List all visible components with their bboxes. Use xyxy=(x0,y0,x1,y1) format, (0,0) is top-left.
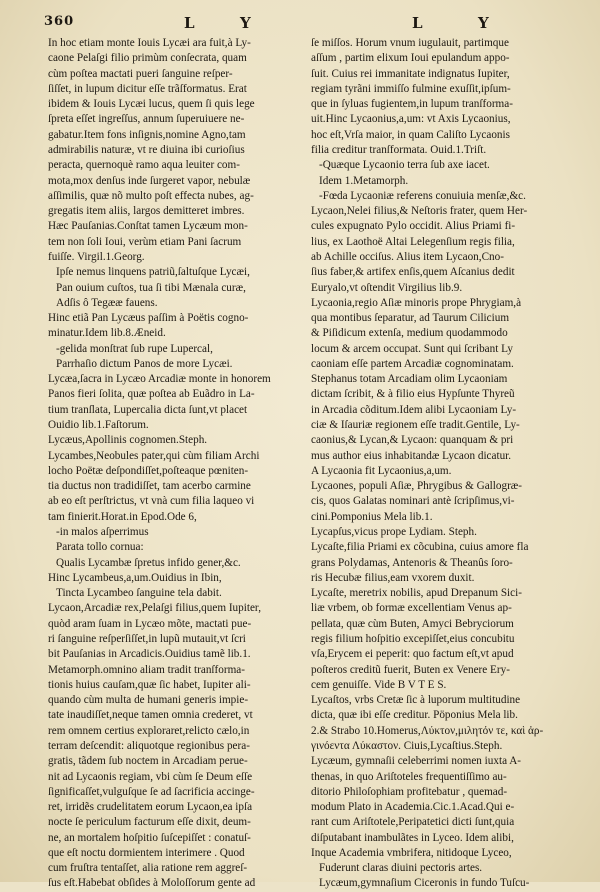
text-line: aſſum , partim elixum Ioui epulandum appo- xyxy=(311,52,510,65)
text-line: ris Hecubæ filius,eam vxorem duxit. xyxy=(311,571,475,584)
text-line: Lycaones, populi Aſiæ, Phrygibus & Gallogræ- xyxy=(311,480,522,493)
text-line: nit ad Lycaonis regiam, vbi cùm ſe Deum eſſe xyxy=(48,770,253,783)
text-line: In hoc etiam monte Iouis Lycæi ara fuit,à Ly- xyxy=(48,37,251,49)
text-line: mus author eius inhabitandæ Lycaon dicatur. xyxy=(311,449,512,462)
text-line: uit.Hinc Lycaonius,a,um: vt Axis Lycaonius, xyxy=(311,113,511,126)
header-letter: Y xyxy=(240,14,252,32)
text-line: ſus eſt.Habebat obſides à Moloſſorum gente ad xyxy=(48,877,256,890)
text-line: hoc eſt,Vrſa maior, in quam Caliſto Lycaonis xyxy=(311,128,510,141)
text-line: Hæc Pauſanias.Conſtat tamen Lycæum mon- xyxy=(48,220,248,233)
text-line: gregatis item aliis, largos demitteret imbres. xyxy=(48,205,245,218)
text-line: ibidem & Iouis Lycæi lucus, quem ſi quis lege xyxy=(48,98,255,111)
text-line: A Lycaonia fit Lycaonius,a,um. xyxy=(311,464,452,477)
text-line: que eſt noctu dormientem interimere . Quod xyxy=(48,846,245,859)
text-line: bit Pauſanias in Arcadicis.Ouidius tamẽ lib.1. xyxy=(48,648,251,661)
text-line: tate inaudiſſet,neque tamen omnia crederet, vt xyxy=(48,709,253,722)
text-line: gratis, tãdem ſub noctem in Arcadiam perue- xyxy=(48,755,248,768)
text-line: Inque Academia vmbrifera, nitidoque Lyceo, xyxy=(311,846,512,859)
text-line: ſuit. Cuius rei immanitate indignatus Iupiter, xyxy=(311,67,510,80)
text-line: regiam tyrãni immiſſo fulmine exuſſit,ipſum- xyxy=(311,82,511,95)
running-header xyxy=(44,14,564,36)
text-line: caoniam eſſe partem Arcadiæ cognominatam. xyxy=(311,357,514,370)
text-line: Lycæa,ſacra in Lycæo Arcadiæ monte in honorem xyxy=(48,373,271,386)
text-line: in Arcadia cõditum.Idem alibi Lycaoniam Ly- xyxy=(311,403,517,416)
header-letter: L xyxy=(412,14,424,32)
text-line: cini.Pomponius Mela lib.1. xyxy=(311,510,433,523)
text-line: cum fruſtra tentaſſet, alia ratione rem aggreſ- xyxy=(48,862,248,875)
text-line: quòd aram ſuam in Lycæo mõte, mactati pue- xyxy=(48,617,252,630)
text-line: minatur.Idem lib.8.Æneid. xyxy=(48,327,166,340)
text-line: ab eo eſt perſtrictus, vt vnà cum filia laqueo vi xyxy=(48,495,255,508)
text-line: tem non ſoli Ioui, verùm etiam Pani ſacrum xyxy=(48,235,242,248)
text-line: aſſimilis, quæ nõ multo poſt effecta nubes, ag- xyxy=(48,189,254,202)
text-line: -gelida monſtrat ſub rupe Lupercal, xyxy=(56,342,213,355)
text-line: & Piſidicum extenſa, medium quodammodo xyxy=(311,327,508,340)
text-line: caone Pelaſgi filio primùm conſecrata, quam xyxy=(48,52,247,65)
text-line: Idem 1.Metamorph. xyxy=(319,174,409,187)
text-line: locho Poëtæ deſpondiſſet,poſteaque pœniten- xyxy=(48,464,249,477)
text-line: Euryalo,vt oſtendit Virgilius lib.9. xyxy=(311,281,463,294)
text-line: cùm poſtea mactati pueri ſanguine reſper- xyxy=(48,67,233,80)
text-line: Stephanus totam Arcadiam olim Lycaoniam xyxy=(311,373,508,386)
text-line: Ipſe nemus linquens patriũ,ſaltuſque Lycæi, xyxy=(56,266,250,279)
text-line: que in ſyluas fugientem,in lupum tranſforma- xyxy=(311,98,513,111)
text-line: ne, an mortalem hoſpitio ſuſcepiſſet : conatuſ- xyxy=(48,831,251,844)
text-line: Hinc etiã Pan Lycæus paſſim à Poëtis cogno- xyxy=(48,312,249,325)
text-line: Qualis Lycambæ ſpretus infido gener,&c. xyxy=(56,556,241,569)
right-column xyxy=(311,36,557,892)
text-line: regis filium hoſpitio excepiſſet,eius concubitu xyxy=(311,632,515,645)
text-line: grans Polydamas, Antenoris & Theanûs ſoro- xyxy=(311,556,513,569)
text-line: poſteros creditũ fuerit, Buten ex Venere Ery- xyxy=(311,663,510,676)
text-line: rant cum Ariſtotele,Peripatetici dicti ſunt,quia xyxy=(311,816,515,829)
text-line: Lycaſtos, vrbs Cretæ ſic à luporum multitudine xyxy=(311,694,521,707)
text-line: Lycaon,Arcadiæ rex,Pelaſgi filius,quem Iupiter, xyxy=(48,602,261,615)
text-line: mota,mox denſus inde ſurgeret vapor, nebulæ xyxy=(48,174,251,187)
header-letter: L xyxy=(184,14,196,32)
text-line: nocte ſe periculum facturum eſſe dixit, deum- xyxy=(48,816,251,829)
text-line: Lycæum,gymnaſium Ciceronis in fundo Tuſcu- xyxy=(319,877,530,890)
text-line: pellata, quæ cùm Buten, Amyci Bebryciorum xyxy=(311,617,514,630)
text-line: γινόεντα Λύκαστον. Ciuis,Lycaſtius.Steph. xyxy=(311,739,503,752)
text-line: ri ſanguine reſperſiſſet,in lupũ mutauit,vt ſcri xyxy=(48,632,246,645)
text-line: ſpreta eſſet ingreſſus, annum ſuperuiuere ne- xyxy=(48,113,245,126)
text-line: lius, ex Laothoë Altai Lelegenſium regis filia, xyxy=(311,235,515,248)
text-line: -in malos aſperrimus xyxy=(56,526,149,538)
text-line: Parrhaſio dictum Panos de more Lycæi. xyxy=(56,357,233,370)
text-line: gabatur.Item fons inſignis,nomine Agno,tam xyxy=(48,128,246,141)
text-line: tium tranſlata, Lupercalia dicta ſunt,vt placet xyxy=(48,403,248,416)
text-line: peracta, quernoquè ramo aqua leuiter com- xyxy=(48,159,240,172)
text-line: quando cùm multa de humani generis impie- xyxy=(48,694,249,707)
text-line: 2.& Strabo 10.Homerus,Λύκτον,μιλητόν τε, καὶ ἀρ- xyxy=(311,724,544,737)
text-line: terram deſcendit: aliquotque regionibus pera- xyxy=(48,739,250,752)
text-line: Pan ouium cuſtos, tua ſi tibi Mænala curæ, xyxy=(56,281,246,294)
text-line: fuiſſe. Virgil.1.Georg. xyxy=(48,250,145,263)
left-column xyxy=(48,36,288,892)
text-line: vſa,Erycem ei peperit: quo factum eſt,vt apud xyxy=(311,648,514,661)
text-line: cem genuiſſe. Vide B V T E S. xyxy=(311,678,447,691)
text-line: ab Achille occiſus. Alius item Lycaon,Cno- xyxy=(311,250,504,263)
text-line: ſignificaſſet,vulguſque ſe ad ſacrificia accinge- xyxy=(48,785,255,798)
text-line: cules expugnato Pylo occidit. Alius Priami fi- xyxy=(311,220,516,233)
text-line: locum & arcem occupat. Sunt qui ſcribant Ly xyxy=(311,342,513,355)
text-line: modum Plato in Academia.Cic.1.Acad.Qui e- xyxy=(311,801,515,814)
text-line: -Quæque Lycaonio terra ſub axe iacet. xyxy=(319,159,490,172)
text-line: Tincta Lycambeo ſanguine tela dabit. xyxy=(56,587,222,600)
text-line: Adſis ô Tegææ fauens. xyxy=(56,296,158,309)
text-line: Parata tollo cornua: xyxy=(56,541,144,554)
text-line: Lycæum, gymnaſii celeberrimi nomen iuxta A- xyxy=(311,755,522,768)
page-number: 360 xyxy=(44,14,75,29)
text-line: caonius,& Lycan,& Lycaon: quanquam & pri xyxy=(311,434,514,447)
text-line: qua montibus ſeparatur, ad Taurum Cilicium xyxy=(311,312,510,325)
text-line: Lycapſus,vicus prope Lydiam. Steph. xyxy=(311,526,477,538)
text-line: ſiſſet, in lupum dicitur eſſe trãſformatus. Erat xyxy=(48,82,247,95)
text-line: liæ vrbem, ob formæ excellentiam Venus ap- xyxy=(311,602,512,615)
text-line: ciæ & Iſauriæ regionem eſſe tradit.Gentile, Ly- xyxy=(311,419,520,432)
text-line: filia creditur tranſformata. Ouid.1.Triſt. xyxy=(311,143,487,156)
text-line: thenas, in quo Ariſtoteles frequentiſſimo au- xyxy=(311,770,507,783)
header-letter: Y xyxy=(478,14,490,32)
text-line: tia ductus non tradidiſſet, tam acerbo carmine xyxy=(48,480,251,493)
text-line: tam finierit.Horat.in Epod.Ode 6, xyxy=(48,510,197,523)
text-line: diſputabant inambulãtes in Lyceo. Idem alibi, xyxy=(311,831,514,844)
text-line: Lycambes,Neobules pater,qui cùm filiam Archi xyxy=(48,449,260,462)
text-line: ditorio Philoſophiam profitebatur , quemad- xyxy=(311,785,508,798)
text-line: dicta, quæ ibi eſſe creditur. Pöponius Mela lib. xyxy=(311,709,518,722)
text-line: Lycæus,Apollinis cognomen.Steph. xyxy=(48,434,208,447)
text-line: rem omnem certius exploraret,relicto cælo,in xyxy=(48,724,250,737)
text-line: cis, quos Galatas nominari antè ſcripſimus,vi- xyxy=(311,495,515,508)
text-line: Lycaon,Nelei filius,& Neſtoris frater, quem Her- xyxy=(311,205,528,218)
text-line: Hinc Lycambeus,a,um.Ouidius in Ibin, xyxy=(48,571,222,584)
text-line: Lycaſte,filia Priami ex cõcubina, cuius amore fla xyxy=(311,541,529,554)
text-line: -Fœda Lycaoniæ referens conuiuia menſæ,&c. xyxy=(319,189,526,202)
text-line: Metamorph.omnino aliam tradit tranſforma- xyxy=(48,663,245,676)
text-line: admirabilis naturæ, vt re diuina ibi curioſius xyxy=(48,143,245,156)
text-line: Panos fieri ſolita, quæ poſtea ab Euãdro in La- xyxy=(48,388,255,401)
text-line: Fuderunt claras diuini pectoris artes. xyxy=(319,862,483,875)
text-line: Lycaſte, meretrix nobilis, apud Drepanum Sici- xyxy=(311,587,522,600)
text-line: dictam ſcribit, & à filio eius Hypſunte Thyreũ xyxy=(311,388,515,401)
text-line: ſius faber,& artifex enſis,quem Aſcanius dedit xyxy=(311,266,515,279)
text-line: tionis huius cauſam,quæ ſic habet, Iupiter ali- xyxy=(48,678,251,691)
text-line: ret, irridẽs crudelitatem eorum Lycaon,ea ipſa xyxy=(48,801,253,814)
text-line: ſe miſſos. Horum vnum iugulauit, partimque xyxy=(311,37,509,49)
text-line: Lycaonia,regio Aſiæ minoris prope Phrygiam,à xyxy=(311,296,522,309)
text-line: Ouidio lib.1.Faſtorum. xyxy=(48,419,149,432)
